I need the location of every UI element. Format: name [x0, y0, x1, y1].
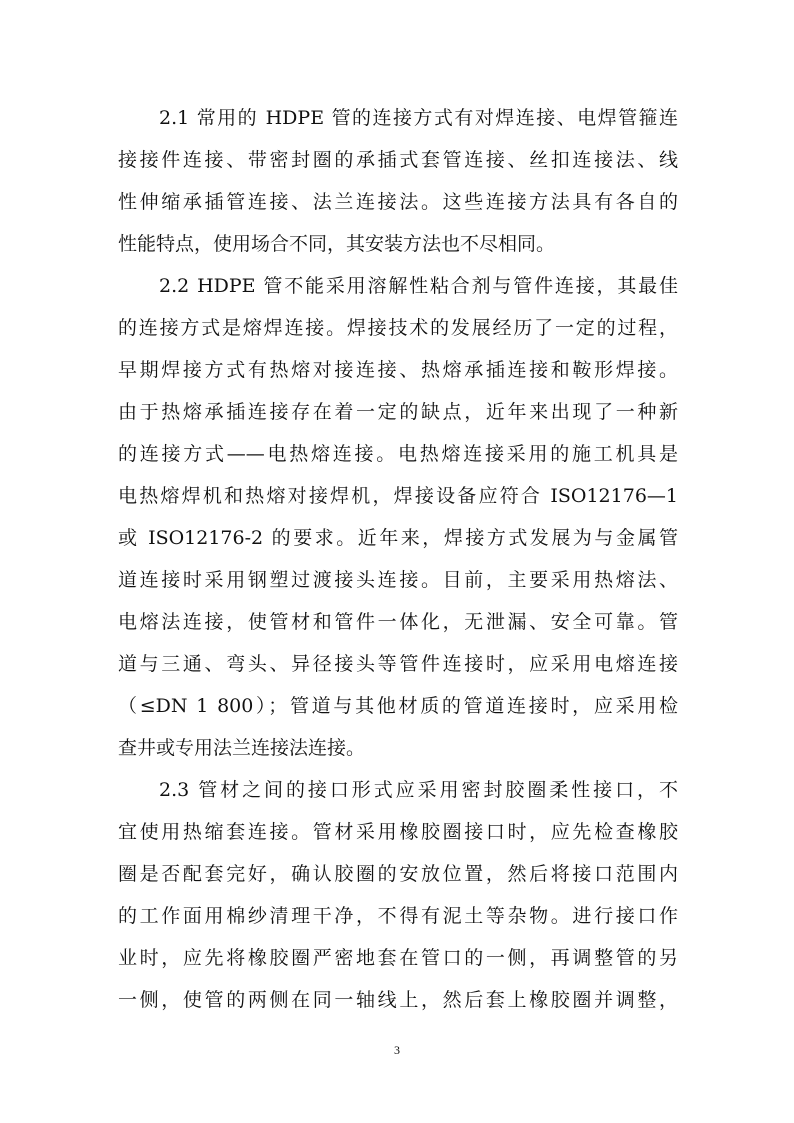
text-line: 2.2 HDPE 管不能采用溶解性粘合剂与管件连接，其最佳	[159, 275, 678, 297]
text-line: 道连接时采用钢塑过渡接头连接。目前，主要采用热熔法、	[118, 569, 678, 591]
text-line: 圈是否配套完好，确认胶圈的安放位置，然后将接口范围内	[118, 863, 678, 885]
text-line: 一侧，使管的两侧在同一轴线上，然后套上橡胶圈并调整，	[118, 989, 678, 1011]
text-line: （≤DN 1 800）；管道与其他材质的管道连接时，应采用检	[118, 695, 678, 717]
page-number: 3	[394, 1043, 400, 1057]
text-line: 性伸缩承插管连接、法兰连接法。这些连接方法具有各自的	[118, 191, 678, 213]
text-line: 的连接方式——电热熔连接。电热熔连接采用的施工机具是	[118, 443, 678, 465]
text-line: 早期焊接方式有热熔对接连接、热熔承插连接和鞍形焊接。	[118, 359, 678, 381]
text-line: 查井或专用法兰连接法连接。	[118, 737, 366, 759]
text-line: 性能特点，使用场合不同，其安装方法也不尽相同。	[118, 233, 556, 255]
text-line: 道与三通、弯头、异径接头等管件连接时，应采用电熔连接	[118, 653, 678, 675]
text-line: 电热熔焊机和热熔对接焊机，焊接设备应符合 ISO12176—1	[118, 485, 678, 507]
text-line: 由于热熔承插连接存在着一定的缺点，近年来出现了一种新	[118, 401, 678, 423]
text-line: 2.3 管材之间的接口形式应采用密封胶圈柔性接口，不	[159, 779, 678, 801]
text-line: 或 ISO12176-2 的要求。近年来，焊接方式发展为与金属管	[118, 527, 678, 549]
text-line: 电熔法连接，使管材和管件一体化，无泄漏、安全可靠。管	[118, 611, 678, 633]
text-line: 的连接方式是熔焊连接。焊接技术的发展经历了一定的过程，	[118, 317, 678, 339]
text-line: 的工作面用棉纱清理干净，不得有泥土等杂物。进行接口作	[118, 905, 678, 927]
text-line: 接接件连接、带密封圈的承插式套管连接、丝扣连接法、线	[118, 149, 678, 171]
text-line: 宜使用热缩套连接。管材采用橡胶圈接口时，应先检查橡胶	[118, 821, 678, 843]
text-line: 业时，应先将橡胶圈严密地套在管口的一侧，再调整管的另	[118, 947, 678, 969]
text-line: 2.1 常用的 HDPE 管的连接方式有对焊连接、电焊管箍连	[159, 107, 678, 129]
